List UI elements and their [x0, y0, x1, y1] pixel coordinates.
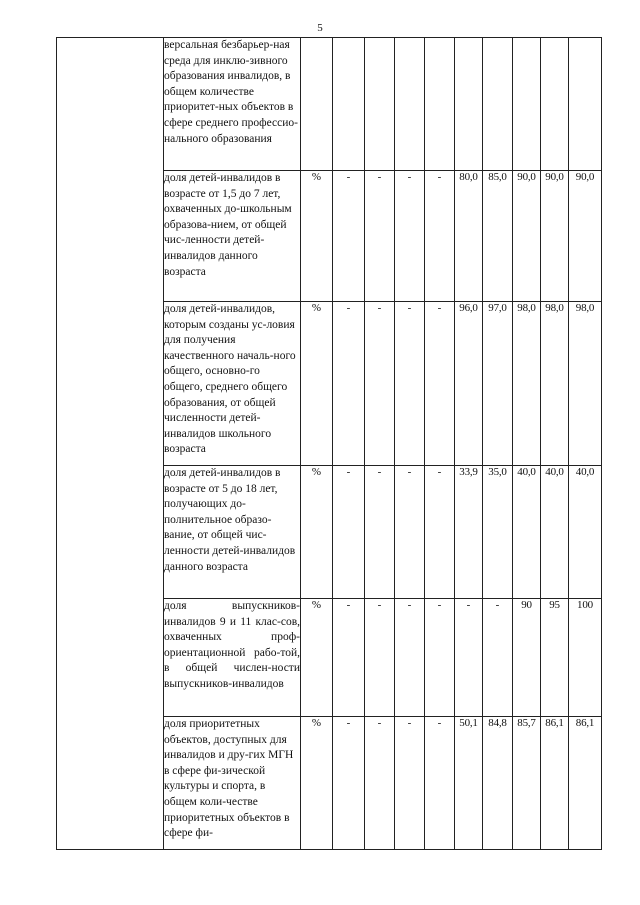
value-cell: -: [395, 717, 425, 850]
value-cell: 86,1: [569, 717, 602, 850]
value-cell: 98,0: [569, 302, 602, 466]
table-row: [57, 38, 602, 171]
value-cell: [541, 38, 569, 171]
value-cell: -: [395, 466, 425, 599]
value-cell: -: [425, 599, 455, 717]
value-cell: 40,0: [513, 466, 541, 599]
value-cell: -: [333, 302, 365, 466]
value-cell: 96,0: [455, 302, 483, 466]
value-cell: -: [365, 717, 395, 850]
value-cell: -: [395, 171, 425, 302]
indicator-description: доля выпускников-инвалидов 9 и 11 клас-сов, охваченных проф-ориентационной рабо-той, в общей числен-ности выпускников-инвалидов: [164, 599, 301, 717]
value-cell: 95: [541, 599, 569, 717]
value-cell: -: [483, 599, 513, 717]
value-cell: -: [425, 171, 455, 302]
value-cell: -: [365, 466, 395, 599]
indicator-description: доля приоритетных объектов, доступных для инвалидов и дру-гих МГН в сфере фи-зической культуры и спорта, в общем коли-честве приоритетных объектов в сфере фи-: [164, 717, 301, 850]
value-cell: 90: [513, 599, 541, 717]
value-cell: 84,8: [483, 717, 513, 850]
value-cell: -: [333, 717, 365, 850]
unit-cell: %: [301, 171, 333, 302]
value-cell: -: [365, 302, 395, 466]
value-cell: [365, 38, 395, 171]
value-cell: -: [333, 466, 365, 599]
value-cell: -: [455, 599, 483, 717]
indicator-description: доля детей-инвалидов в возрасте от 5 до 18 лет, получающих до-полнительное образо-вание, от общей чис-ленности детей-инвалидов данного возраста: [164, 466, 301, 599]
value-cell: 90,0: [541, 171, 569, 302]
indicator-description: версальная безбарьер-ная среда для инклю-зивного образования инвалидов, в общем количестве приоритет-ных объектов в сфере среднего профессио-нального образования: [164, 38, 301, 171]
value-cell: 86,1: [541, 717, 569, 850]
value-cell: 98,0: [541, 302, 569, 466]
value-cell: -: [365, 171, 395, 302]
unit-cell: %: [301, 302, 333, 466]
value-cell: 98,0: [513, 302, 541, 466]
value-cell: 35,0: [483, 466, 513, 599]
indicator-description: доля детей-инвалидов в возрасте от 1,5 до 7 лет, охваченных до-школьным образова-нием, от общей чис-ленности детей-инвалидов данного возраста: [164, 171, 301, 302]
value-cell: -: [395, 599, 425, 717]
unit-cell: %: [301, 717, 333, 850]
value-cell: [569, 38, 602, 171]
value-cell: 33,9: [455, 466, 483, 599]
value-cell: -: [333, 599, 365, 717]
value-cell: 85,0: [483, 171, 513, 302]
value-cell: -: [425, 717, 455, 850]
unit-cell: [301, 38, 333, 171]
value-cell: [455, 38, 483, 171]
indicator-description: доля детей-инвалидов, которым созданы ус-ловия для получения качественного началь-ного общего, основно-го общего, среднего общего образования, от общей численности детей-инвалидов школьного возраста: [164, 302, 301, 466]
value-cell: 80,0: [455, 171, 483, 302]
unit-cell: %: [301, 466, 333, 599]
value-cell: [425, 38, 455, 171]
value-cell: [395, 38, 425, 171]
value-cell: 50,1: [455, 717, 483, 850]
value-cell: [483, 38, 513, 171]
value-cell: 85,7: [513, 717, 541, 850]
value-cell: [513, 38, 541, 171]
unit-cell: %: [301, 599, 333, 717]
value-cell: -: [365, 599, 395, 717]
indicators-table: [56, 37, 602, 850]
value-cell: 90,0: [513, 171, 541, 302]
value-cell: 40,0: [541, 466, 569, 599]
value-cell: 40,0: [569, 466, 602, 599]
merged-section-cell: [57, 38, 164, 850]
value-cell: 90,0: [569, 171, 602, 302]
page-number: 5: [317, 22, 323, 34]
value-cell: -: [425, 302, 455, 466]
value-cell: -: [425, 466, 455, 599]
value-cell: [333, 38, 365, 171]
value-cell: -: [395, 302, 425, 466]
value-cell: 97,0: [483, 302, 513, 466]
value-cell: 100: [569, 599, 602, 717]
value-cell: -: [333, 171, 365, 302]
